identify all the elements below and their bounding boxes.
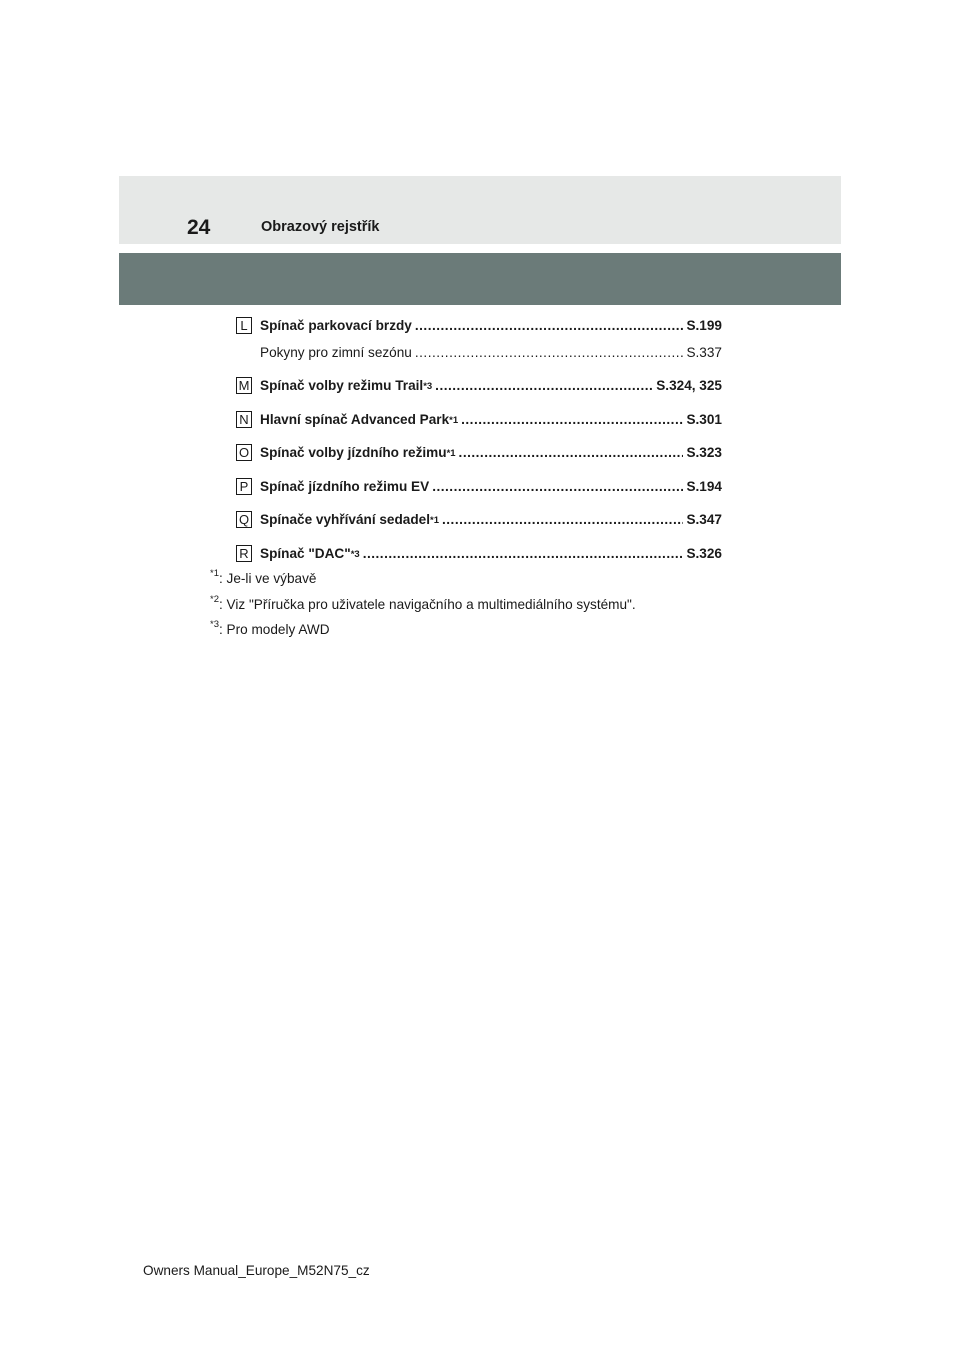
entry-letter-badge: P: [236, 478, 252, 495]
footnote-text: : Pro modely AWD: [218, 622, 330, 637]
footnote-2: [210, 596, 636, 614]
entry-letter-badge: O: [236, 444, 252, 461]
footnote-mark: *3: [210, 619, 219, 631]
dot-leader: [415, 316, 684, 336]
entry-letter-badge: L: [236, 317, 252, 334]
entry-page-ref[interactable]: S.323: [686, 445, 722, 460]
footnote-mark: *1: [210, 568, 219, 580]
entry-page-ref[interactable]: S.194: [686, 479, 722, 494]
dot-leader: [363, 544, 684, 564]
entry-page-ref[interactable]: S.199: [686, 318, 722, 333]
entry-label: Spínač volby jízdního režimu: [260, 445, 447, 460]
footnote-text: : Viz "Příručka pro uživatele navigačního a multimediálního systému".: [218, 597, 636, 612]
entry-label: Spínač "DAC": [260, 546, 351, 561]
entry-letter-badge: R: [236, 545, 252, 562]
entry-letter-badge: N: [236, 411, 252, 428]
page-number: 24: [187, 216, 211, 239]
dot-leader: [459, 443, 684, 463]
section-band: [119, 253, 841, 305]
index-entry-o: O Spínač volby jízdního režimu $^{*1}$ ..... S.323: [236, 443, 722, 463]
entry-label: Pokyny pro zimní sezónu: [260, 345, 412, 360]
footnote-text: : Je-li ve výbavě: [218, 571, 317, 586]
index-entry-n: N Hlavní spínač Advanced Park $^{*1}$ ..... S.301: [236, 410, 722, 430]
entry-label: Hlavní spínač Advanced Park: [260, 412, 450, 427]
entry-page-ref[interactable]: S.347: [686, 512, 722, 527]
index-entry-l: [236, 316, 722, 336]
dot-leader: [415, 343, 684, 363]
index-entry-winter: [236, 343, 722, 363]
dot-leader: [435, 376, 653, 396]
entry-letter-badge: M: [236, 377, 252, 394]
index-entry-m: M Spínač volby režimu Trail $^{*3}$ ..... S.324, 325: [236, 376, 722, 396]
footnote-mark: *2: [210, 594, 219, 606]
entry-letter-badge: Q: [236, 511, 252, 528]
entry-label: Spínač jízdního režimu EV: [260, 479, 430, 494]
index-entry-q: Q Spínače vyhřívání sedadel $^{*1}$ ..... S.347: [236, 510, 722, 530]
entry-page-ref[interactable]: S.301: [686, 412, 722, 427]
section-title: Obrazový rejstřík: [261, 219, 380, 235]
entry-label: Spínač volby režimu Trail: [260, 378, 424, 393]
dot-leader: [432, 477, 683, 497]
index-entry-p: [236, 477, 722, 497]
entry-page-ref[interactable]: S.326: [686, 546, 722, 561]
dot-leader: [461, 410, 683, 430]
page-footer: Owners Manual_Europe_M52N75_cz: [143, 1263, 370, 1278]
entry-page-ref[interactable]: S.324, 325: [656, 378, 722, 393]
dot-leader: [442, 510, 683, 530]
entry-label: Spínač parkovací brzdy: [260, 318, 412, 333]
header-band: [119, 176, 841, 244]
index-entry-r: R Spínač "DAC" $^{*3}$ ..... S.326: [236, 544, 722, 564]
entry-label: Spínače vyhřívání sedadel: [260, 512, 431, 527]
footnote-3: [210, 621, 330, 639]
entry-page-ref[interactable]: S.337: [686, 345, 722, 360]
footnote-1: [210, 570, 316, 588]
